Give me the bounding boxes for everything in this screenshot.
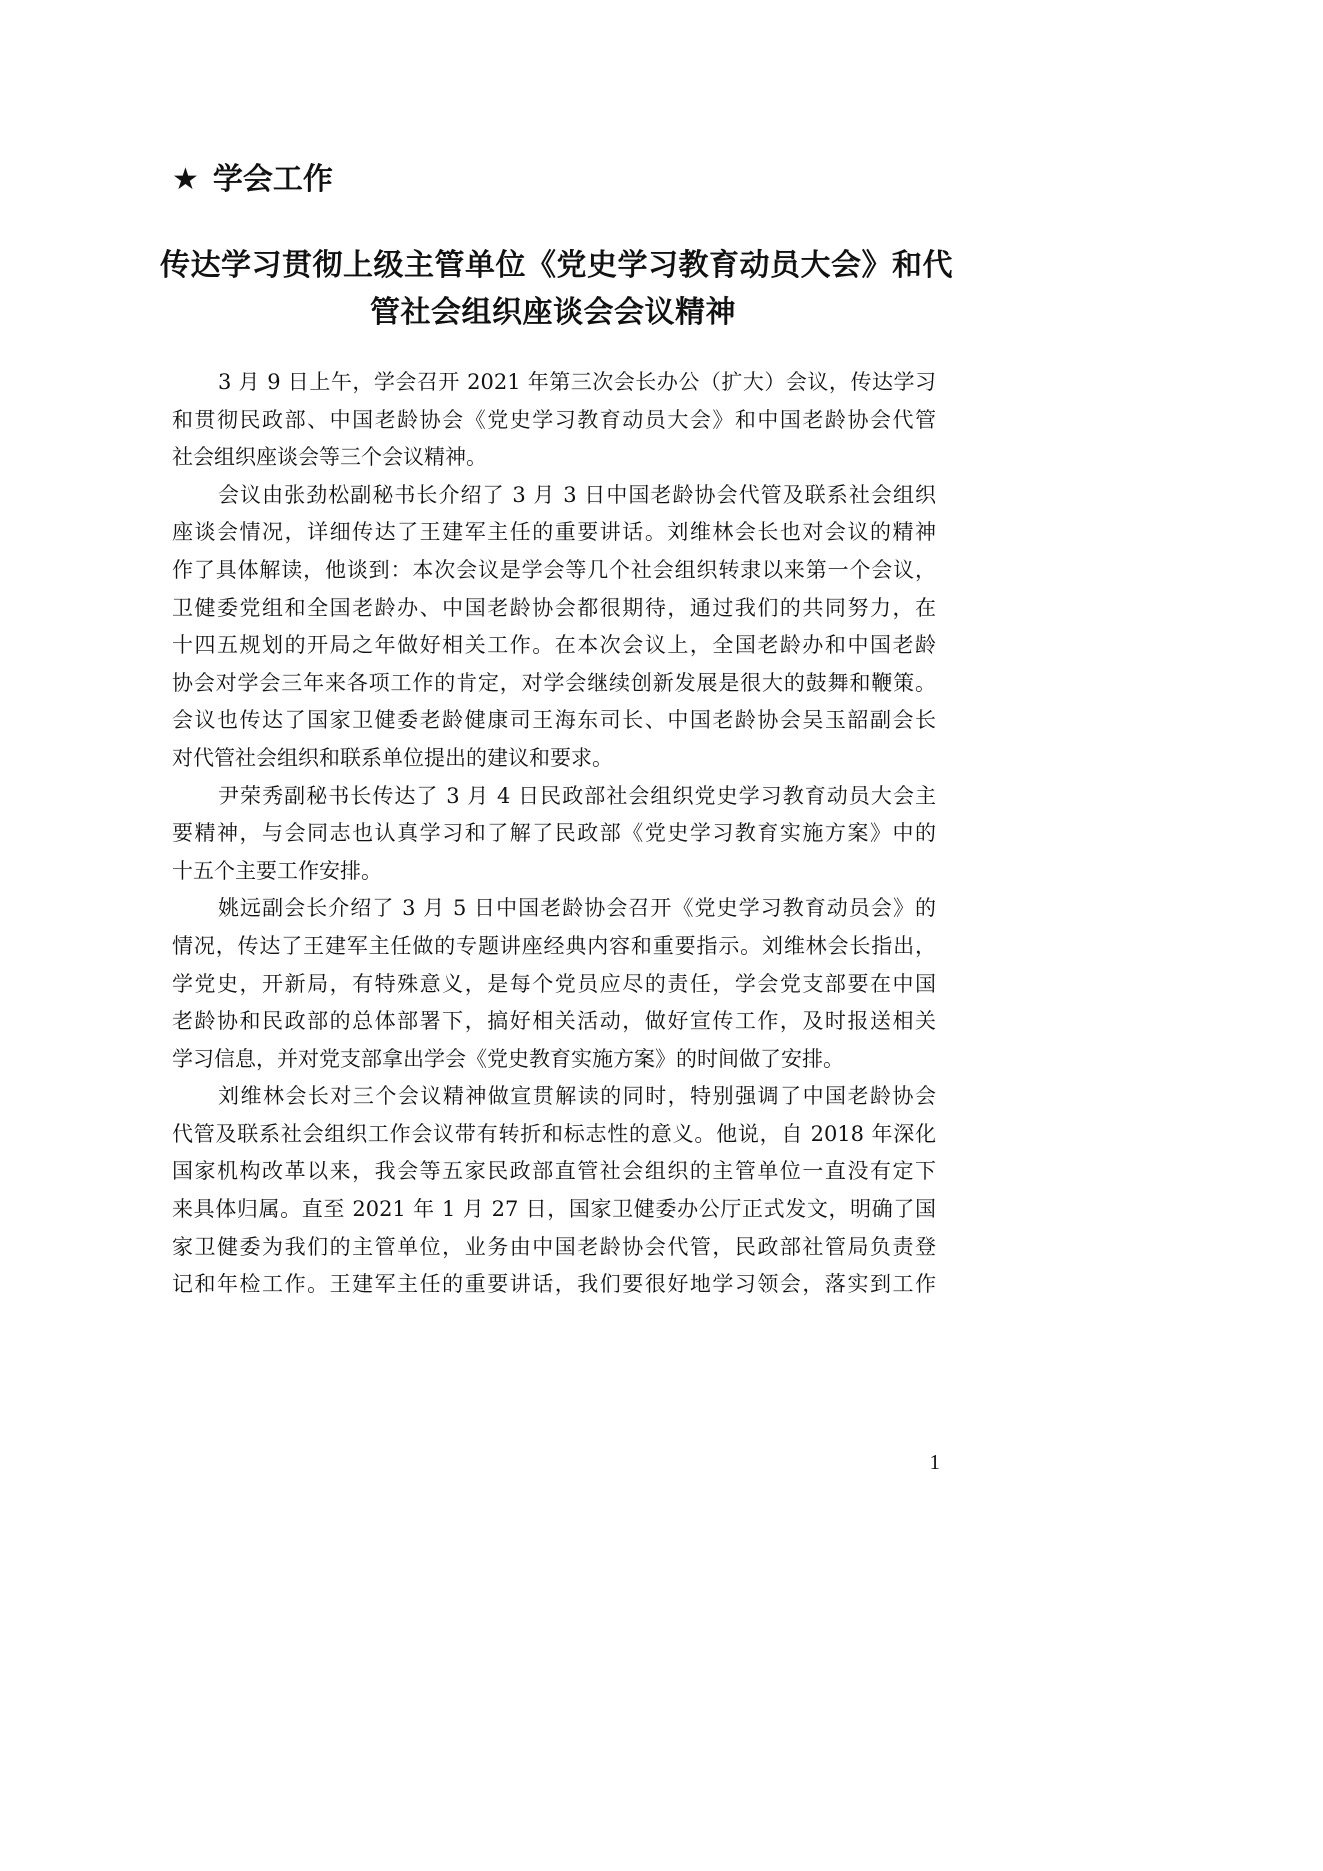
- paragraph: [172, 1078, 936, 1304]
- text-line: 代管及联系社会组织工作会议带有转折和标志性的意义。他说，自 2018 年深化: [172, 1121, 936, 1146]
- body-text: [172, 364, 936, 1304]
- text-line: 对代管社会组织和联系单位提出的建议和要求。: [172, 745, 613, 770]
- paragraph: [172, 890, 936, 1078]
- text-line: 作了具体解读，他谈到：本次会议是学会等几个社会组织转隶以来第一个会议，: [172, 557, 936, 582]
- text-line: 刘维林会长对三个会议精神做宣贯解读的同时，特别强调了中国老龄协会: [218, 1084, 936, 1109]
- text-line: 和贯彻民政部、中国老龄协会《党史学习教育动员大会》和中国老龄协会代管: [172, 407, 936, 432]
- paragraph: [172, 778, 936, 891]
- text-line: 国家机构改革以来，我会等五家民政部直管社会组织的主管单位一直没有定下: [172, 1159, 936, 1184]
- paragraph: [172, 364, 936, 477]
- text-line: 老龄协和民政部的总体部署下，搞好相关活动，做好宣传工作，及时报送相关: [172, 1009, 936, 1034]
- document-title: [160, 242, 953, 336]
- title-line: 管社会组织座谈会会议精神: [370, 295, 736, 330]
- text-line: 卫健委党组和全国老龄办、中国老龄协会都很期待，通过我们的共同努力，在: [172, 595, 936, 620]
- text-line: 十五个主要工作安排。: [172, 858, 382, 883]
- text-line: 3 月 9 日上午，学会召开 2021 年第三次会长办公（扩大）会议，传达学习: [218, 370, 936, 394]
- section-heading: [172, 158, 333, 202]
- text-line: 家卫健委为我们的主管单位，业务由中国老龄协会代管，民政部社管局负责登: [172, 1234, 936, 1259]
- text-line: 学习信息，并对党支部拿出学会《党史教育实施方案》的时间做了安排。: [172, 1046, 844, 1071]
- text-line: 协会对学会三年来各项工作的肯定，对学会继续创新发展是很大的鼓舞和鞭策。: [172, 670, 936, 695]
- text-line: 座谈会情况，详细传达了王建军主任的重要讲话。刘维林会长也对会议的精神: [172, 520, 936, 545]
- text-line: 十四五规划的开局之年做好相关工作。在本次会议上，全国老龄办和中国老龄: [172, 633, 936, 658]
- text-line: 会议由张劲松副秘书长介绍了 3 月 3 日中国老龄协会代管及联系社会组织: [218, 482, 936, 507]
- section-label: 学会工作: [212, 162, 333, 197]
- text-line: 姚远副会长介绍了 3 月 5 日中国老龄协会召开《党史学习教育动员会》的: [218, 896, 936, 921]
- text-line: 会议也传达了国家卫健委老龄健康司王海东司长、中国老龄协会吴玉韶副会长: [172, 708, 936, 733]
- text-line: 尹荣秀副秘书长传达了 3 月 4 日民政部社会组织党史学习教育动员大会主: [218, 783, 936, 808]
- text-line: 要精神，与会同志也认真学习和了解了民政部《党史学习教育实施方案》中的: [172, 821, 936, 846]
- text-line: 社会组织座谈会等三个会议精神。: [172, 445, 487, 470]
- text-line: 情况，传达了王建军主任做的专题讲座经典内容和重要指示。刘维林会长指出，: [172, 933, 936, 958]
- text-line: 来具体归属。直至 2021 年 1 月 27 日，国家卫健委办公厅正式发文，明确了国: [172, 1197, 936, 1222]
- page-number: 1: [929, 1450, 940, 1474]
- star-icon: ★: [172, 162, 199, 197]
- text-line: 记和年检工作。王建军主任的重要讲话，我们要很好地学习领会，落实到工作: [172, 1272, 936, 1297]
- text-line: 学党史，开新局，有特殊意义，是每个党员应尽的责任，学会党支部要在中国: [172, 971, 936, 996]
- title-line: 传达学习贯彻上级主管单位《党史学习教育动员大会》和代: [160, 248, 953, 283]
- paragraph: [172, 477, 936, 778]
